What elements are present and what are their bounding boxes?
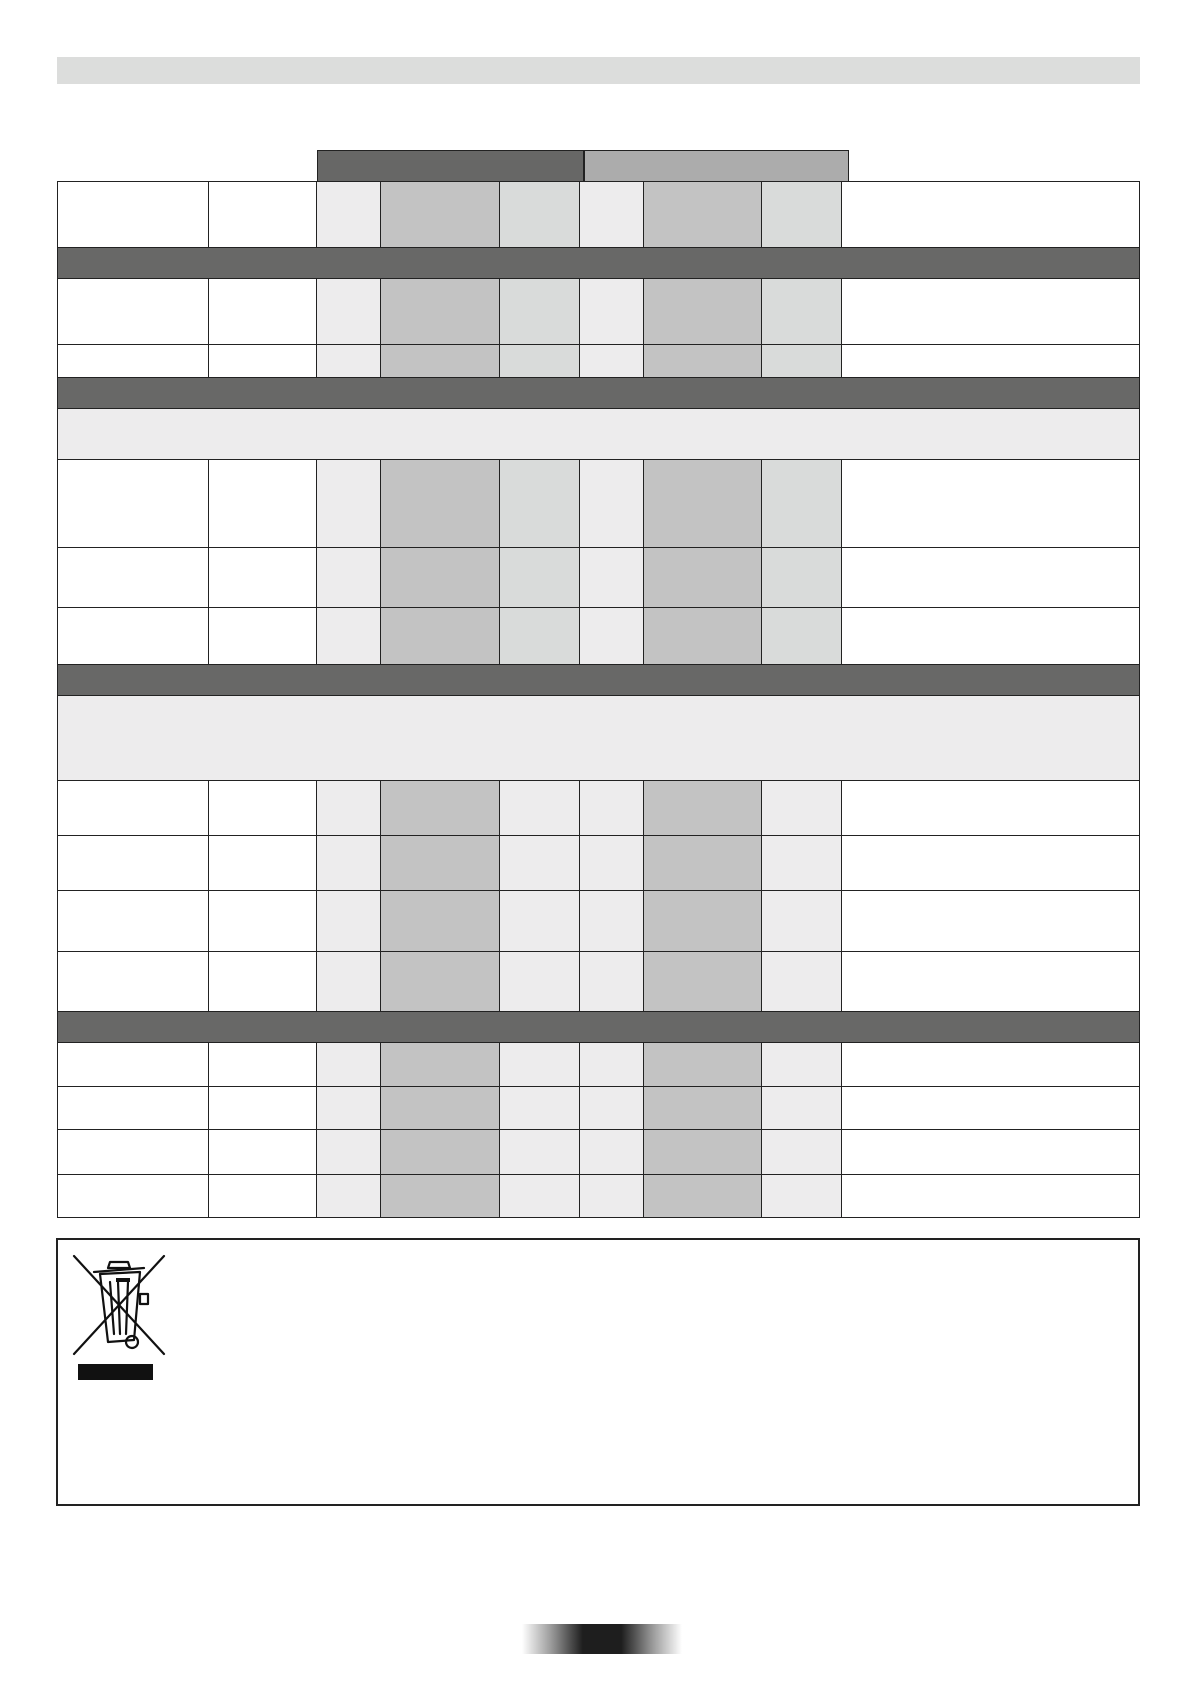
table-row [57, 952, 1140, 1012]
table-cell [208, 459, 317, 548]
table-cell [643, 547, 762, 608]
table-cell [499, 278, 580, 345]
table-cell [761, 278, 842, 345]
table-cell [579, 951, 644, 1012]
table-cell [208, 1042, 317, 1087]
table-cell [208, 344, 317, 378]
table-cell [761, 547, 842, 608]
table-cell [643, 1174, 762, 1218]
table-cell [499, 547, 580, 608]
table-cell [499, 607, 580, 665]
page-number-marker [522, 1624, 682, 1654]
table-cell [208, 835, 317, 891]
table-cell [380, 459, 500, 548]
table-cell [841, 1174, 1140, 1218]
table-cell [761, 607, 842, 665]
table-cell [579, 181, 644, 248]
table-cell [761, 459, 842, 548]
table-cell [841, 780, 1140, 836]
table-cell [380, 1174, 500, 1218]
table-cell [579, 1086, 644, 1130]
table-cell [761, 951, 842, 1012]
table-cell [841, 181, 1140, 248]
table-cell [643, 835, 762, 891]
table-cell [316, 547, 381, 608]
table-cell [579, 278, 644, 345]
table-cell [579, 835, 644, 891]
table-cell [841, 1129, 1140, 1175]
table-cell [208, 780, 317, 836]
table-row [57, 345, 1140, 378]
table-cell [579, 1129, 644, 1175]
table-cell [380, 278, 500, 345]
table-cell [380, 181, 500, 248]
table-cell [208, 1086, 317, 1130]
column-group-header-a [317, 150, 584, 182]
table-cell [499, 1174, 580, 1218]
table-cell [761, 1174, 842, 1218]
table-cell [761, 344, 842, 378]
table-cell [57, 890, 209, 952]
header-band [57, 57, 1140, 84]
table-cell [841, 1042, 1140, 1087]
table-cell [316, 1174, 381, 1218]
table-cell [841, 951, 1140, 1012]
table-row [57, 1175, 1140, 1218]
table-cell [380, 607, 500, 665]
section-note [57, 408, 1140, 460]
table-cell [499, 890, 580, 952]
table-cell [643, 181, 762, 248]
table-cell [761, 1086, 842, 1130]
table-cell [643, 459, 762, 548]
table-cell [57, 951, 209, 1012]
table-cell [841, 890, 1140, 952]
table-cell [316, 607, 381, 665]
table-cell [380, 1129, 500, 1175]
table-cell [499, 951, 580, 1012]
table-cell [380, 1042, 500, 1087]
table-cell [579, 1174, 644, 1218]
table-cell [643, 344, 762, 378]
table-cell [579, 607, 644, 665]
table-cell [761, 780, 842, 836]
table-cell [499, 1086, 580, 1130]
table-cell [57, 607, 209, 665]
table-cell [761, 835, 842, 891]
table-cell [499, 181, 580, 248]
table-row [57, 891, 1140, 952]
table-cell [208, 890, 317, 952]
specification-table [57, 182, 1140, 1218]
table-header-row [57, 182, 1140, 248]
table-cell [499, 1042, 580, 1087]
table-cell [643, 607, 762, 665]
table-cell [57, 1174, 209, 1218]
table-cell [579, 344, 644, 378]
table-cell [643, 1042, 762, 1087]
table-cell [380, 344, 500, 378]
table-cell [499, 344, 580, 378]
recycling-notice-box [56, 1238, 1140, 1506]
table-cell [208, 607, 317, 665]
table-cell [316, 780, 381, 836]
table-cell [57, 1086, 209, 1130]
table-row [57, 548, 1140, 608]
table-cell [841, 547, 1140, 608]
table-cell [316, 1042, 381, 1087]
section-bar [57, 247, 1140, 279]
table-cell [380, 780, 500, 836]
column-group-header-b [584, 150, 849, 182]
table-cell [316, 278, 381, 345]
table-cell [208, 1174, 317, 1218]
table-cell [643, 780, 762, 836]
table-cell [579, 780, 644, 836]
table-cell [643, 1086, 762, 1130]
table-cell [208, 951, 317, 1012]
table-cell [57, 1129, 209, 1175]
section-bar [57, 1011, 1140, 1043]
table-cell [841, 607, 1140, 665]
table-cell [208, 278, 317, 345]
table-cell [579, 1042, 644, 1087]
table-cell [57, 278, 209, 345]
table-cell [380, 1086, 500, 1130]
table-cell [316, 459, 381, 548]
table-cell [316, 835, 381, 891]
table-row [57, 460, 1140, 548]
table-cell [380, 835, 500, 891]
table-cell [208, 547, 317, 608]
table-cell [643, 278, 762, 345]
table-cell [57, 835, 209, 891]
table-row [57, 1130, 1140, 1175]
section-bar [57, 377, 1140, 409]
table-cell [316, 1086, 381, 1130]
table-row [57, 279, 1140, 345]
table-cell [761, 1042, 842, 1087]
table-cell [380, 951, 500, 1012]
table-cell [643, 951, 762, 1012]
table-row [57, 1087, 1140, 1130]
table-cell [761, 890, 842, 952]
table-cell [579, 890, 644, 952]
table-cell [316, 344, 381, 378]
table-cell [761, 181, 842, 248]
table-cell [57, 547, 209, 608]
table-cell [57, 181, 209, 248]
table-cell [579, 547, 644, 608]
table-cell [316, 1129, 381, 1175]
section-note [57, 695, 1140, 781]
table-cell [499, 459, 580, 548]
table-row [57, 608, 1140, 665]
table-cell [841, 344, 1140, 378]
table-cell [761, 1129, 842, 1175]
table-cell [841, 459, 1140, 548]
table-row [57, 836, 1140, 891]
table-cell [841, 278, 1140, 345]
table-cell [57, 780, 209, 836]
table-cell [643, 1129, 762, 1175]
table-cell [499, 1129, 580, 1175]
table-cell [499, 835, 580, 891]
table-cell [841, 835, 1140, 891]
table-cell [316, 951, 381, 1012]
table-cell [380, 547, 500, 608]
table-cell [316, 181, 381, 248]
table-cell [643, 890, 762, 952]
crossed-out-wheelie-bin-icon [70, 1250, 170, 1358]
table-row [57, 781, 1140, 836]
table-cell [57, 1042, 209, 1087]
table-cell [499, 780, 580, 836]
recycling-mark-bar [78, 1364, 153, 1380]
table-cell [579, 459, 644, 548]
table-row [57, 1043, 1140, 1087]
table-cell [380, 890, 500, 952]
table-cell [208, 181, 317, 248]
table-cell [57, 344, 209, 378]
table-cell [57, 459, 209, 548]
table-cell [316, 890, 381, 952]
table-cell [841, 1086, 1140, 1130]
table-cell [208, 1129, 317, 1175]
section-bar [57, 664, 1140, 696]
